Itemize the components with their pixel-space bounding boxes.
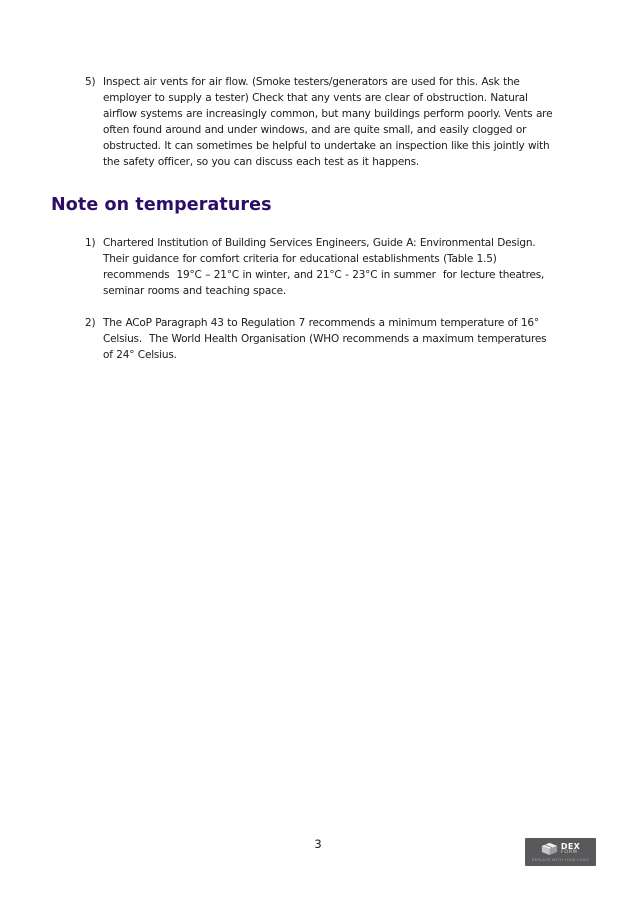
list-item-text [103,315,546,363]
paragraph-line: airflow systems are increasingly common, but many buildings perform poorly. Vents are [103,108,553,120]
logo-brand-dex: DEX [560,842,581,851]
paragraph-line: the safety officer, so you can discuss each test as it happens. [103,156,419,168]
section-heading: Note on temperatures [51,195,272,215]
logo-tagline: REPLACE WITH YOUR LOGO [532,858,589,862]
dexform-logo[interactable] [525,838,596,866]
note-item-1 [85,235,544,299]
paragraph-line: often found around and under windows, and are quite small, and easily clogged or [103,124,527,136]
paragraph-line: of 24° Celsius. [103,349,177,361]
paragraph-line: The ACoP Paragraph 43 to Regulation 7 recommends a minimum temperature of 16° [103,317,539,329]
paragraph-line: Inspect air vents for air flow. (Smoke testers/generators are used for this. Ask the [103,76,520,88]
paragraph-line: Their guidance for comfort criteria for educational establishments (Table 1.5) [103,253,497,265]
list-item-number: 2) [85,317,96,329]
paragraph-line: Celsius. The World Health Organisation (WHO recommends a maximum temperatures [103,333,547,345]
logo-brand-form: FORM [560,850,578,855]
logo-brand-row [541,842,580,856]
list-item-text [103,74,552,170]
paragraph-line: seminar rooms and teaching space. [103,285,287,297]
page-number: 3 [314,837,322,851]
list-item-text [103,235,544,299]
list-item-number: 5) [85,76,96,88]
paragraph-line: Chartered Institution of Building Services Engineers, Guide A: Environmental Design. [103,237,536,249]
list-item-5 [85,74,552,170]
logo-brand-text [561,843,580,855]
box-icon [541,842,558,856]
paragraph-line: recommends 19°C – 21°C in winter, and 21°C - 23°C in summer for lecture theatres, [103,269,545,281]
paragraph-line: obstructed. It can sometimes be helpful to undertake an inspection like this jointly with [103,140,550,152]
note-item-2 [85,315,546,363]
paragraph-line: employer to supply a tester) Check that any vents are clear of obstruction. Natural [103,92,528,104]
list-item-number: 1) [85,237,96,249]
